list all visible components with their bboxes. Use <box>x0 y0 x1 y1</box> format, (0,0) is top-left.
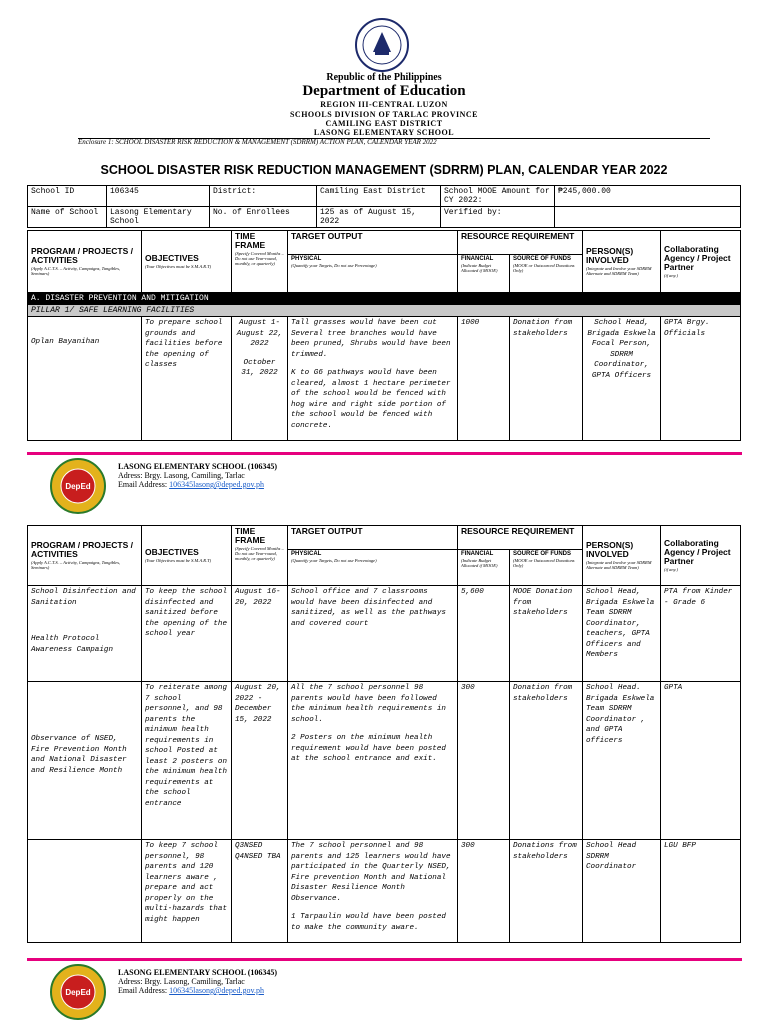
source-cell: MOOE Donation from stakeholders <box>510 586 583 682</box>
header-target-output: TARGET OUTPUT <box>288 526 458 550</box>
district-value: Camiling East District <box>317 186 441 207</box>
footer-school-name: LASONG ELEMENTARY SCHOOL (106345) <box>118 968 278 977</box>
header-source: SOURCE OF FUNDS (MOOE or Outsourced Donations Only) <box>510 255 583 293</box>
mooe-label: School MOOE Amount for CY 2022: <box>441 186 555 207</box>
physical-cell: Tall grasses would have been cut Several tree branches would have been pruned, Shrubs would have been trimmed. K to G6 pathways would have been cleared, almost 1 hectare perimeter of the school would be fenced with hog wire and right side portion of the school would be fenced with concrete. <box>288 317 458 441</box>
school-info-table <box>27 185 741 228</box>
header-financial: FINANCIAL (Indicate Budget Allocated if MOOE) <box>458 255 510 293</box>
verified-label: Verified by: <box>441 207 555 228</box>
physical-cell: The 7 school personnel and 98 parents and 125 learners would have participated in the Quarterly NSED, Fire prevention Month and National Disaster Resilience Month Observance. 1 Tarpaulin would have been posted to make the community aware. <box>288 840 458 943</box>
footer-divider <box>27 452 742 455</box>
header-time-frame: TIME FRAME (Specify Covered Months – Do not use Year-round, monthly, or quarterly) <box>232 231 288 293</box>
collab-cell: PTA from Kinder - Grade 6 <box>661 586 741 682</box>
header-physical: PHYSICAL (Quantify your Targets, Do not use Percentage) <box>288 255 458 293</box>
source-cell: Donations from stakeholders <box>510 840 583 943</box>
financial-cell: 5,600 <box>458 586 510 682</box>
physical-cell: All the 7 school personnel 98 parents would have been followed the minimum health requirements in school. 2 Posters on the minimum health requirement would have been posted at the school entrance and exit. <box>288 682 458 840</box>
program-cell <box>28 840 142 943</box>
header-target-output: TARGET OUTPUT <box>288 231 458 255</box>
financial-cell: 300 <box>458 840 510 943</box>
department-line: Department of Education <box>302 83 466 99</box>
svg-text:DepEd: DepEd <box>65 482 91 491</box>
pillar-1-heading: PILLAR 1/ SAFE LEARNING FACILITIES <box>28 305 741 317</box>
header-collab: Collaborating Agency / Project Partner (if any.) <box>661 526 741 586</box>
footer-email-link[interactable]: 106345lasong@deped.gov.ph <box>169 480 264 489</box>
district-line: CAMILING EAST DISTRICT <box>325 119 443 128</box>
table-row <box>28 586 741 682</box>
table-row <box>28 317 741 441</box>
svg-text:DepEd: DepEd <box>65 988 91 997</box>
persons-cell: School Head. Brigada Eskwela Team SDRRM Coordinator , and GPTA officers <box>583 682 661 840</box>
objective-cell: To keep the school disinfected and sanitized before the opening of the school year <box>142 586 232 682</box>
header-collab: Collaborating Agency / Project Partner (if any.) <box>661 231 741 293</box>
enclosure-caption: Enclosure 1: SCHOOL DISASTER RISK REDUCTION & MANAGEMENT (SDRRM) ACTION PLAN, CALENDAR YEAR 2022 <box>78 138 437 146</box>
time-frame-cell: August 16-20, 2022 <box>232 586 288 682</box>
objective-cell: To reiterate among 7 school personnel, and 98 parents the minimum health requirements in school Posted at least 2 posters on the minimum health requirements at the school entrance <box>142 682 232 840</box>
header-resource: RESOURCE REQUIREMENT <box>458 526 583 550</box>
time-frame-cell: Q3NSED Q4NSED TBA <box>232 840 288 943</box>
header-persons: PERSON(S) INVOLVED (Integrate and Involve your SDRRM Alternate and SDRRM Team) <box>583 526 661 586</box>
source-cell: Donation from stakeholders <box>510 317 583 441</box>
footer-email-link[interactable]: 106345lasong@deped.gov.ph <box>169 986 264 995</box>
source-cell: Donation from stakeholders <box>510 682 583 840</box>
school-name-label: Name of School <box>28 207 107 228</box>
header-program: PROGRAM / PROJECTS / ACTIVITIES (Apply A.C.T.S. – Activity, Campaigns, Tangibles, Seminars) <box>28 231 142 293</box>
footer-school-name: LASONG ELEMENTARY SCHOOL (106345) <box>118 462 278 471</box>
financial-cell: 1000 <box>458 317 510 441</box>
header-time-frame: TIME FRAME (Specify Covered Months – Do not use Year-round, monthly, or quarterly) <box>232 526 288 586</box>
physical-cell: School office and 7 classrooms would have been disinfected and sanitized, as well as the pathways and covered court <box>288 586 458 682</box>
republic-line: Republic of the Philippines <box>326 72 442 83</box>
collab-cell: GPTA Brgy. Officials <box>661 317 741 441</box>
footer-email-label: Email Address: <box>118 986 168 995</box>
header-physical: PHYSICAL (Quantify your Targets, Do not use Percentage) <box>288 550 458 586</box>
program-cell: Oplan Bayanihan <box>28 317 142 441</box>
school-logo <box>50 964 106 1020</box>
persons-cell: School Head SDRRM Coordinator <box>583 840 661 943</box>
mooe-value: ₱245,000.00 <box>555 186 741 207</box>
verified-value <box>555 207 741 228</box>
school-logo <box>50 458 106 514</box>
enrollees-value: 125 as of August 15, 2022 <box>317 207 441 228</box>
header-resource: RESOURCE REQUIREMENT <box>458 231 583 255</box>
plan-table-page2 <box>27 525 741 943</box>
table-row <box>28 840 741 943</box>
table-row <box>28 682 741 840</box>
section-a-heading: A. DISASTER PREVENTION AND MITIGATION <box>28 293 741 305</box>
footer-address: Adress: Brgy. Lasong, Camiling, Tarlac <box>118 471 245 480</box>
footer-address: Adress: Brgy. Lasong, Camiling, Tarlac <box>118 977 245 986</box>
header-source: SOURCE OF FUNDS (MOOE or Outsourced Donations Only) <box>510 550 583 586</box>
program-cell: Observance of NSED, Fire Prevention Month and National Disaster and Resilience Month <box>28 682 142 840</box>
school-id-value: 106345 <box>107 186 210 207</box>
enrollees-label: No. of Enrollees <box>210 207 317 228</box>
deped-seal-logo <box>355 18 409 72</box>
collab-cell: LGU BFP <box>661 840 741 943</box>
persons-cell: School Head, Brigada Eskwela Team SDRRM Coordinator, teachers, GPTA Officers and Members <box>583 586 661 682</box>
objective-cell: To prepare school grounds and facilities before the opening of classes <box>142 317 232 441</box>
school-line: LASONG ELEMENTARY SCHOOL <box>313 128 455 137</box>
school-name-value: Lasong Elementary School <box>107 207 210 228</box>
region-line: REGION III-CENTRAL LUZON <box>320 100 448 109</box>
collab-cell: GPTA <box>661 682 741 840</box>
time-frame-cell: August 1- August 22, 2022 October 31, 2022 <box>232 317 288 441</box>
division-line: SCHOOLS DIVISION OF TARLAC PROVINCE <box>289 110 479 119</box>
time-frame-cell: August 20, 2022 - December 15, 2022 <box>232 682 288 840</box>
persons-cell: School Head, Brigada Eskwela Focal Person, SDRRM Coordinator, GPTA Officers <box>583 317 661 441</box>
school-id-label: School ID <box>28 186 107 207</box>
header-financial: FINANCIAL (Indicate Budget Allocated if MOOE) <box>458 550 510 586</box>
program-cell: School Disinfection and Sanitation Health Protocol Awareness Campaign <box>28 586 142 682</box>
header-objectives: OBJECTIVES (Your Objectives must be S.M.A.R.T) <box>142 526 232 586</box>
plan-title: SCHOOL DISASTER RISK REDUCTION MANAGEMENT (SDRRM) PLAN, CALENDAR YEAR 2022 <box>100 163 668 177</box>
header-persons: PERSON(S) INVOLVED (Integrate and Involve your SDRRM Alternate and SDRRM Team) <box>583 231 661 293</box>
district-label: District: <box>210 186 317 207</box>
footer-divider <box>27 958 742 961</box>
footer-email-label: Email Address: <box>118 480 168 489</box>
plan-table-page1 <box>27 230 741 441</box>
objective-cell: To keep 7 school personnel, 98 parents and 120 learners aware , prepare and act properly on the multi-hazards that might happen <box>142 840 232 943</box>
financial-cell: 300 <box>458 682 510 840</box>
header-program: PROGRAM / PROJECTS / ACTIVITIES (Apply A.C.T.S. – Activity, Campaigns, Tangibles, Seminars) <box>28 526 142 586</box>
header-objectives: OBJECTIVES (Your Objectives must be S.M.A.R.T) <box>142 231 232 293</box>
